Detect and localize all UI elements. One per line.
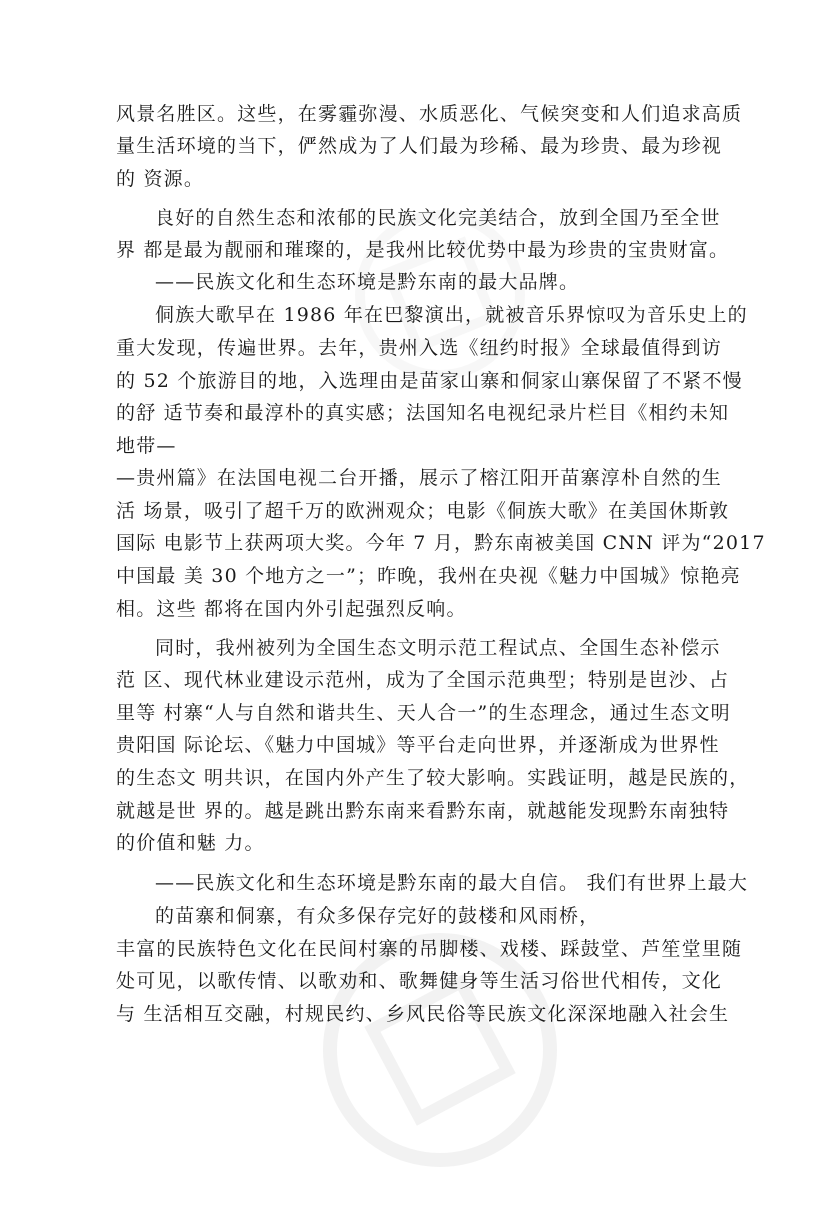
text-line-19: 里等 村寨“人与自然和谐共生、天人合一”的生态理念，通过生态文明 bbox=[116, 702, 731, 724]
text-line-7: 侗族大歌早在 1986 年在巴黎演出，就被音乐界惊叹为音乐史上的 bbox=[155, 304, 748, 326]
text-line-13: 活 场景，吸引了超千万的欧洲观众；电影《侗族大歌》在美国休斯敦 bbox=[116, 500, 730, 522]
text-line-27: 处可见，以歌传情、以歌劝和、歌舞健身等生活习俗世代相传，文化 bbox=[116, 970, 723, 992]
text-line-16: 相。这些 都将在国内外引起强烈反响。 bbox=[116, 598, 467, 620]
text-line-11: 地带— bbox=[116, 435, 177, 457]
text-line-12: —贵州篇》在法国电视二台开播，展示了榕江阳开苗寨淳朴自然的生 bbox=[116, 467, 723, 489]
text-line-22: 就越是世 界的。越是跳出黔东南来看黔东南，就越能发现黔东南独特 bbox=[116, 800, 730, 822]
text-line-5: 界 都是最为靓丽和璀璨的，是我州比较优势中最为珍贵的宝贵财富。 bbox=[116, 239, 730, 261]
text-line-20: 贵阳国 际论坛、《魅力中国城》等平台走向世界，并逐渐成为世界性 bbox=[116, 734, 720, 756]
text-line-23: 的价值和魅 力。 bbox=[116, 832, 265, 854]
text-line-1: 风景名胜区。这些，在雾霾弥漫、水质恶化、气候突变和人们追求高质 bbox=[116, 103, 743, 125]
text-line-18: 范 区、现代林业建设示范州，成为了全国示范典型；特别是岜沙、占 bbox=[116, 669, 730, 691]
text-line-10: 的舒 适节奏和最淳朴的真实感；法国知名电视纪录片栏目《相约未知 bbox=[116, 402, 730, 424]
text-line-21: 的生态文 明共识，在国内外产生了较大影响。实践证明，越是民族的， bbox=[116, 767, 750, 789]
text-line-3: 的 资源。 bbox=[116, 168, 205, 190]
text-line-15: 中国最 美 30 个地方之一”；昨晚，我州在央视《魅力中国城》惊艳亮 bbox=[116, 565, 741, 587]
text-line-8: 重大发现，传遍世界。去年，贵州入选《纽约时报》全球最值得到访 bbox=[116, 337, 723, 359]
text-line-26: 丰富的民族特色文化在民间村寨的吊脚楼、戏楼、踩鼓堂、芦笙堂里随 bbox=[116, 938, 743, 960]
text-line-9: 的 52 个旅游目的地，入选理由是苗家山寨和侗家山寨保留了不紧不慢 bbox=[116, 370, 743, 392]
text-line-25: 的苗寨和侗寨，有众多保存完好的鼓楼和风雨桥， bbox=[155, 905, 600, 927]
text-line-24: ——民族文化和生态环境是黔东南的最大自信。 我们有世界上最大 bbox=[155, 872, 749, 894]
text-line-6: ——民族文化和生态环境是黔东南的最大品牌。 bbox=[155, 271, 580, 293]
text-line-14: 国际 电影节上获两项大奖。今年 7 月，黔东南被美国 CNN 评为“2017 bbox=[116, 532, 766, 554]
text-line-28: 与 生活相互交融，村规民约、乡风民俗等民族文化深深地融入社会生 bbox=[116, 1003, 730, 1025]
text-line-17: 同时，我州被列为全国生态文明示范工程试点、全国生态补偿示 bbox=[155, 637, 721, 659]
text-line-2: 量生活环境的当下，俨然成为了人们最为珍稀、最为珍贵、最为珍视 bbox=[116, 135, 723, 157]
text-line-4: 良好的自然生态和浓郁的民族文化完美结合，放到全国乃至全世 bbox=[155, 207, 721, 229]
